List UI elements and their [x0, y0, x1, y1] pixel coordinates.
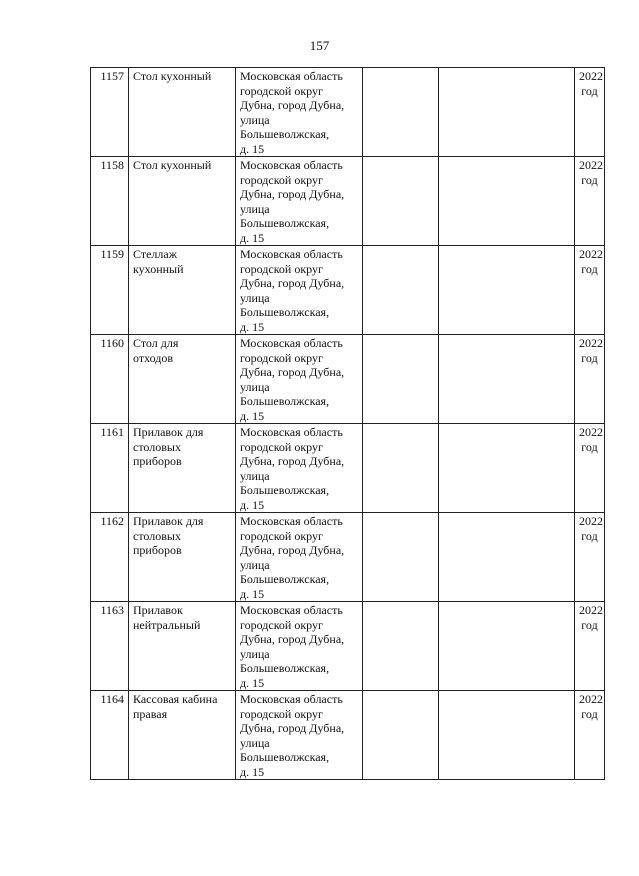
empty-cell	[363, 68, 439, 157]
address-cell	[236, 691, 363, 780]
address-line: улица	[240, 112, 270, 127]
item-name-line: Прилавок	[133, 603, 183, 617]
table-row	[91, 602, 605, 691]
row-number-cell: 1160	[91, 335, 129, 424]
item-name-line: Стол кухонный	[133, 158, 212, 172]
year-line: 2022	[579, 603, 603, 617]
empty-cell	[439, 157, 575, 246]
address-line: Московская область	[240, 603, 343, 617]
address-line: Дубна, город Дубна,	[240, 276, 345, 290]
address-line: Большеволжская,	[240, 483, 330, 497]
empty-cell	[439, 68, 575, 157]
empty-cell	[439, 424, 575, 513]
address-line: городской округ	[240, 706, 323, 721]
row-number-cell: 1161	[91, 424, 129, 513]
year-line: 2022	[579, 336, 603, 350]
year-line: год	[581, 617, 598, 632]
address-line: улица	[240, 290, 270, 305]
address-line: улица	[240, 379, 270, 394]
address-line: д. 15	[240, 675, 265, 690]
page-number: 157	[309, 38, 330, 53]
year-line: год	[581, 172, 598, 187]
address-line: городской округ	[240, 350, 323, 365]
address-line: д. 15	[240, 586, 265, 601]
item-name-line: Прилавок для	[133, 514, 204, 528]
address-line: Большеволжская,	[240, 305, 330, 319]
empty-cell	[439, 691, 575, 780]
address-line: улица	[240, 201, 270, 216]
address-line: Московская область	[240, 247, 343, 261]
table-row	[91, 513, 605, 602]
year-line: год	[581, 261, 598, 276]
year-line: 2022	[579, 247, 603, 261]
table-row	[91, 691, 605, 780]
address-line: Большеволжская,	[240, 127, 330, 141]
address-line: улица	[240, 646, 270, 661]
year-line: год	[581, 439, 598, 454]
address-line: Большеволжская,	[240, 216, 330, 230]
address-line: Московская область	[240, 69, 343, 83]
year-cell	[575, 424, 605, 513]
address-line: д. 15	[240, 497, 265, 512]
address-line: Большеволжская,	[240, 572, 330, 586]
empty-cell	[363, 602, 439, 691]
address-line: д. 15	[240, 141, 265, 156]
address-line: Московская область	[240, 425, 343, 439]
empty-cell	[439, 513, 575, 602]
year-line: 2022	[579, 514, 603, 528]
address-cell	[236, 513, 363, 602]
year-line: год	[581, 706, 598, 721]
year-line: 2022	[579, 158, 603, 172]
year-cell	[575, 513, 605, 602]
item-name-cell	[129, 513, 236, 602]
address-cell	[236, 424, 363, 513]
item-name-line: правая	[133, 706, 168, 721]
address-line: д. 15	[240, 230, 265, 245]
item-name-cell	[129, 602, 236, 691]
empty-cell	[439, 602, 575, 691]
empty-cell	[363, 157, 439, 246]
address-line: улица	[240, 468, 270, 483]
row-number-cell: 1159	[91, 246, 129, 335]
year-cell	[575, 68, 605, 157]
address-line: Московская область	[240, 692, 343, 706]
address-line: д. 15	[240, 319, 265, 334]
address-line: городской округ	[240, 172, 323, 187]
address-line: Дубна, город Дубна,	[240, 632, 345, 646]
table-row	[91, 246, 605, 335]
registry-table	[90, 67, 605, 780]
year-line: год	[581, 528, 598, 543]
empty-cell	[439, 335, 575, 424]
year-line: 2022	[579, 692, 603, 706]
item-name-line: Стеллаж	[133, 247, 178, 261]
address-line: Московская область	[240, 158, 343, 172]
address-line: Дубна, город Дубна,	[240, 454, 345, 468]
item-name-cell	[129, 424, 236, 513]
year-line: 2022	[579, 425, 603, 439]
address-line: д. 15	[240, 764, 265, 779]
item-name-cell	[129, 157, 236, 246]
empty-cell	[363, 691, 439, 780]
year-cell	[575, 335, 605, 424]
year-cell	[575, 157, 605, 246]
table-row	[91, 424, 605, 513]
year-cell	[575, 691, 605, 780]
item-name-line: нейтральный	[133, 617, 201, 632]
table-row	[91, 157, 605, 246]
address-cell	[236, 68, 363, 157]
row-number-cell: 1158	[91, 157, 129, 246]
address-line: городской округ	[240, 439, 323, 454]
item-name-cell	[129, 68, 236, 157]
empty-cell	[439, 246, 575, 335]
item-name-cell	[129, 335, 236, 424]
address-line: Большеволжская,	[240, 750, 330, 764]
item-name-line: столовых	[133, 439, 181, 454]
address-line: Московская область	[240, 336, 343, 350]
address-line: Дубна, город Дубна,	[240, 543, 345, 557]
item-name-line: приборов	[133, 543, 182, 557]
address-line: Дубна, город Дубна,	[240, 365, 345, 379]
year-line: 2022	[579, 69, 603, 83]
item-name-cell	[129, 691, 236, 780]
address-cell	[236, 335, 363, 424]
year-line: год	[581, 83, 598, 98]
address-line: городской округ	[240, 528, 323, 543]
item-name-line: Кассовая кабина	[133, 692, 218, 706]
empty-cell	[363, 513, 439, 602]
year-cell	[575, 602, 605, 691]
address-cell	[236, 246, 363, 335]
empty-cell	[363, 424, 439, 513]
item-name-line: Стол кухонный	[133, 69, 212, 83]
address-line: Большеволжская,	[240, 394, 330, 408]
table-row	[91, 335, 605, 424]
address-line: д. 15	[240, 408, 265, 423]
address-line: Московская область	[240, 514, 343, 528]
empty-cell	[363, 335, 439, 424]
address-line: городской округ	[240, 83, 323, 98]
row-number-cell: 1164	[91, 691, 129, 780]
row-number-cell: 1162	[91, 513, 129, 602]
year-line: год	[581, 350, 598, 365]
row-number-cell: 1163	[91, 602, 129, 691]
table-row	[91, 68, 605, 157]
empty-cell	[363, 246, 439, 335]
year-cell	[575, 246, 605, 335]
address-line: улица	[240, 735, 270, 750]
address-line: Дубна, город Дубна,	[240, 98, 345, 112]
item-name-line: столовых	[133, 528, 181, 543]
address-line: городской округ	[240, 617, 323, 632]
registry-table-body	[91, 68, 605, 780]
address-line: Большеволжская,	[240, 661, 330, 675]
item-name-line: Стол для	[133, 336, 179, 350]
address-line: городской округ	[240, 261, 323, 276]
address-cell	[236, 157, 363, 246]
item-name-cell	[129, 246, 236, 335]
item-name-line: приборов	[133, 454, 182, 468]
item-name-line: отходов	[133, 350, 174, 365]
item-name-line: Прилавок для	[133, 425, 204, 439]
address-line: Дубна, город Дубна,	[240, 187, 345, 201]
address-cell	[236, 602, 363, 691]
item-name-line: кухонный	[133, 261, 184, 276]
row-number-cell: 1157	[91, 68, 129, 157]
address-line: улица	[240, 557, 270, 572]
address-line: Дубна, город Дубна,	[240, 721, 345, 735]
